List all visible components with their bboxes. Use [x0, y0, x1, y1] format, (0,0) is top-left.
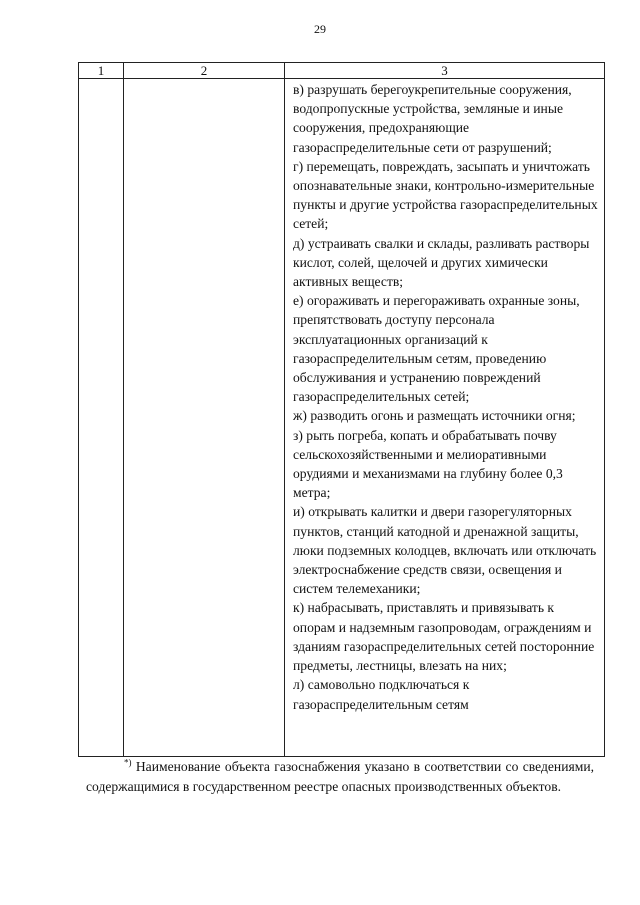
table-header-row [79, 63, 605, 79]
page-number: 29 [314, 22, 326, 36]
column-header-3: 3 [285, 63, 605, 79]
list-item: д) устраивать свалки и склады, разливать растворы кислот, солей, щелочей и других химически активных веществ; [293, 235, 590, 290]
list-item: е) огораживать и перегораживать охранные зоны, препятствовать доступу персонала эксплуатационных организаций к газораспределительным сетям, проведению обслуживания и устранению повреждений газораспределительных сетей; [293, 293, 580, 405]
list-item: г) перемещать, повреждать, засыпать и уничтожать опознавательные знаки, контрольно-измерительные пункты и другие устройства газораспределительных сетей; [293, 158, 598, 232]
footnote-text: Наименование объекта газоснабжения указано в соответствии со сведениями, содержащимися в государственном реестре опасных производственных объектов. [86, 759, 594, 794]
list-item: л) самовольно подключаться к газораспределительным сетям [293, 677, 470, 712]
list-item: к) набрасывать, приставлять и привязывать к опорам и надземным газопроводам, ограждениям и зданиям газораспределительных сетей посторонние предметы, лестницы, влезать на них; [293, 600, 595, 674]
table-row [79, 79, 605, 757]
empty-cell-col1 [79, 79, 124, 757]
list-item: и) открывать калитки и двери газорегуляторных пунктов, станций катодной и дренажной защиты, люки подземных колодцев, включать или отключать электроснабжение средств связи, освещения и систем телемеханики; [293, 504, 597, 597]
empty-cell-col2 [124, 79, 285, 757]
column-header-1: 1 [79, 63, 124, 79]
footnote [86, 757, 594, 796]
footnote-marker: *) [124, 757, 132, 768]
prohibitions-cell [285, 79, 605, 757]
column-header-2: 2 [124, 63, 285, 79]
list-item: ж) разводить огонь и размещать источники огня; [293, 408, 576, 424]
document-table [78, 62, 605, 757]
list-item: в) разрушать берегоукрепительные сооружения, водопропускные устройства, земляные и иные сооружения, предохраняющие газораспределительные сети от разрушений; [293, 82, 572, 155]
list-item: з) рыть погреба, копать и обрабатывать почву сельскохозяйственными и мелиоративными орудиями и механизмами на глубину более 0,3 метра; [293, 427, 563, 501]
